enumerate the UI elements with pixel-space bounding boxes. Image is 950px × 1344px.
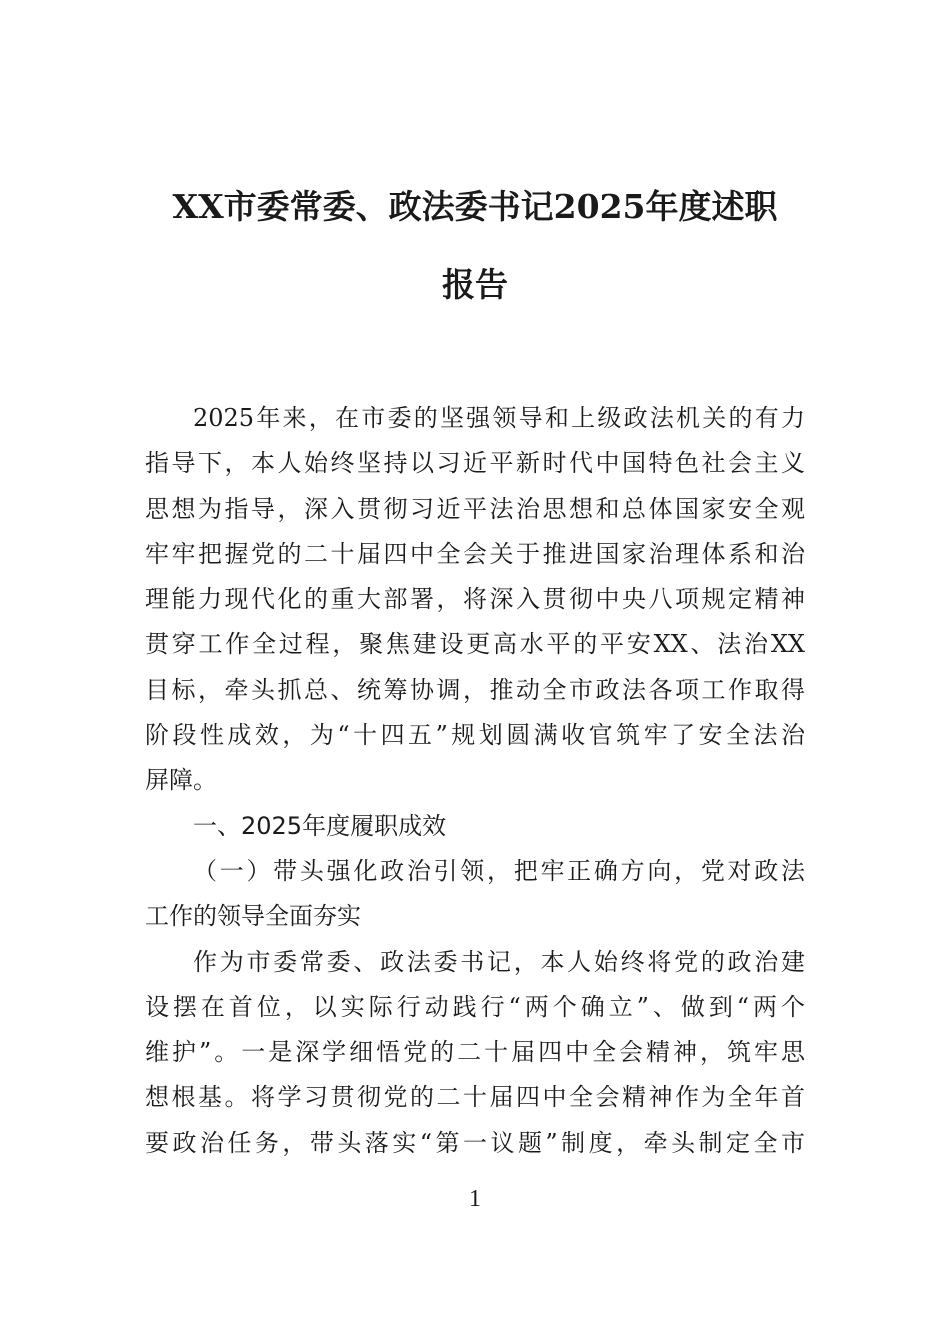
text-line: 思想为指导，深入贯彻习近平法治思想和总体国家安全观	[145, 494, 805, 523]
text-line: 2025年来，在市委的坚强领导和上级政法机关的有力	[193, 404, 805, 432]
text-line: 牢牢把握党的二十届四中全会关于推进国家治理体系和治	[145, 539, 805, 568]
subsection-heading-line: 工作的领导全面夯实	[145, 902, 361, 931]
text-line: 想根基。将学习贯彻党的二十届四中全会精神作为全年首	[145, 1083, 805, 1112]
text-line: 要政治任务，带头落实“第一议题”制度，牵头制定全市	[145, 1128, 805, 1157]
text-line: 维护”。一是深学细悟党的二十届四中全会精神，筑牢思	[145, 1038, 805, 1067]
body-paragraph	[145, 940, 805, 1166]
text-line: 作为市委常委、政法委书记，本人始终将党的政治建	[193, 947, 805, 976]
subsection-heading	[145, 849, 805, 940]
subsection-heading-line: （一）带头强化政治引领，把牢正确方向，党对政法	[193, 856, 805, 885]
section-heading: 一、2025年度履职成效	[193, 811, 447, 840]
text-line: 阶段性成效，为“十四五”规划圆满收官筑牢了安全法治	[145, 721, 805, 750]
text-line: 指导下，本人始终坚持以习近平新时代中国特色社会主义	[145, 449, 805, 478]
text-line: 设摆在首位，以实际行动践行“两个确立”、做到“两个	[145, 992, 805, 1021]
page-number: 1	[469, 1186, 481, 1212]
text-line: 屏障。	[145, 766, 217, 795]
text-line: 贯穿工作全过程，聚焦建设更高水平的平安XX、法治XX	[145, 630, 805, 659]
text-line: 目标，牵头抓总、统筹协调，推动全市政法各项工作取得	[145, 675, 805, 704]
intro-paragraph	[145, 396, 805, 804]
text-line: 理能力现代化的重大部署，将深入贯彻中央八项规定精神	[145, 585, 805, 614]
title-line-2: 报告	[442, 265, 508, 304]
document-title	[145, 168, 805, 324]
document-body	[145, 396, 805, 1166]
title-line-1: XX市委常委、政法委书记2025年度述职	[172, 187, 778, 226]
